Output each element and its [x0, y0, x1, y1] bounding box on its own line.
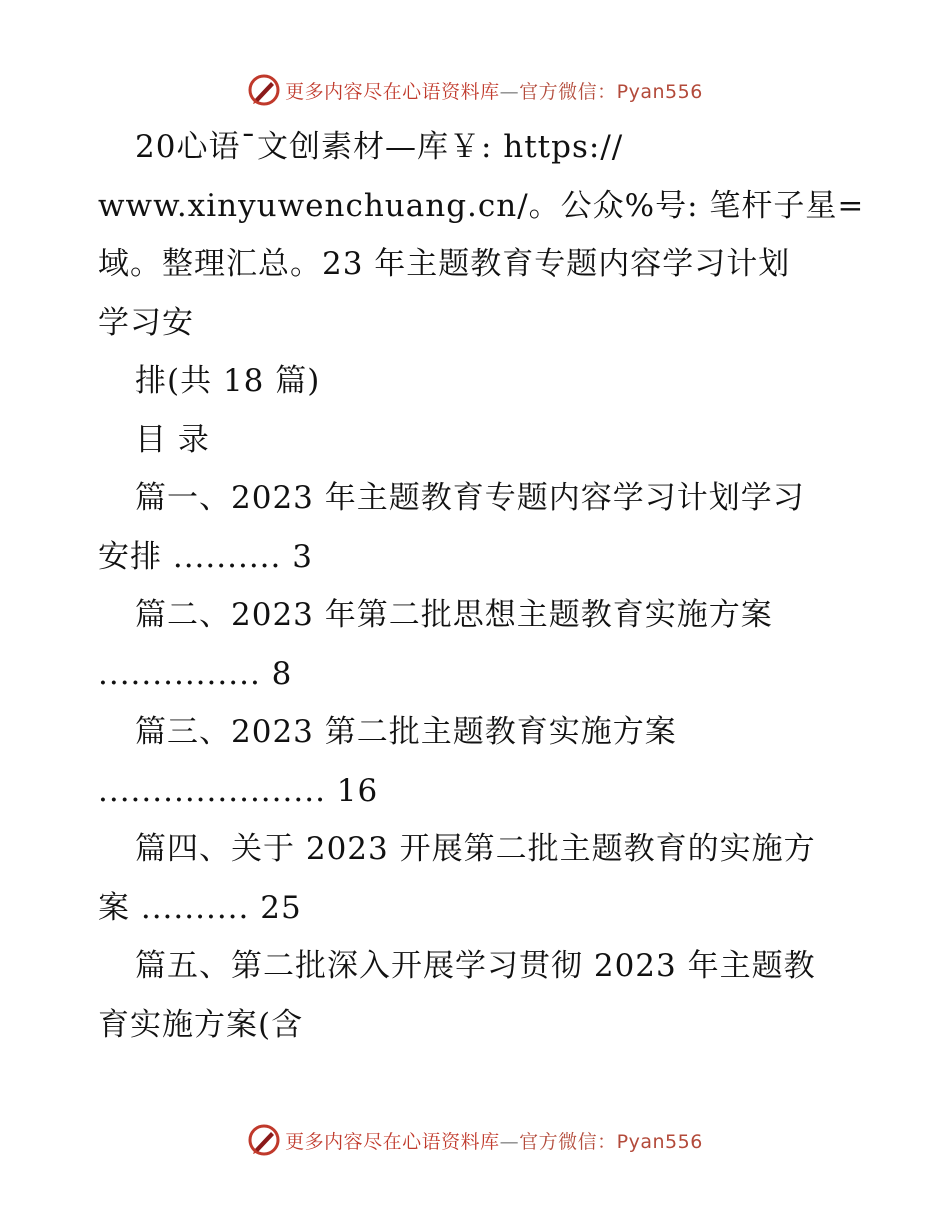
- text-line: 排(共 18 篇): [135, 363, 321, 399]
- text-line: 篇二、2023 年第二批思想主题教育实施方案: [135, 597, 773, 633]
- text-line: 20心语¯文创素材—库￥: https://: [135, 129, 624, 165]
- text-line: 育实施方案(含: [98, 1006, 304, 1043]
- pen-logo-icon: [247, 73, 281, 107]
- text-line: 域。整理汇总。23 年主题教育专题内容学习计划: [98, 246, 791, 282]
- text-line: ............... 8: [98, 655, 293, 692]
- text-line: 学习安: [98, 304, 194, 341]
- text-line: 安排 .......... 3: [98, 538, 313, 575]
- text-line: 篇一、2023 年主题教育专题内容学习计划学习: [135, 480, 805, 516]
- banner-wechat: 官方微信：Pyan556: [519, 1130, 703, 1153]
- text-line: 篇五、第二批深入开展学习贯彻 2023 年主题教: [135, 948, 816, 984]
- text-line: 案 .......... 25: [98, 889, 302, 926]
- banner-dash: —: [499, 1130, 520, 1153]
- banner-wechat: 官方微信：Pyan556: [519, 80, 703, 103]
- footer-banner: [0, 1120, 950, 1160]
- text-line: 目 录: [135, 421, 210, 458]
- text-line: 篇四、关于 2023 开展第二批主题教育的实施方: [135, 831, 816, 867]
- text-line: www.xinyuwenchuang.cn/。公众%号: 笔杆子星=: [98, 187, 865, 224]
- header-banner: [0, 70, 950, 110]
- text-line: ..................... 16: [98, 772, 379, 809]
- document-body: [98, 118, 865, 1054]
- text-line: 篇三、2023 第二批主题教育实施方案: [135, 714, 677, 750]
- banner-title: 更多内容尽在心语资料库: [285, 80, 500, 103]
- pen-logo-icon: [247, 1123, 281, 1157]
- banner-dash: —: [499, 80, 520, 103]
- banner-title: 更多内容尽在心语资料库: [285, 1130, 500, 1153]
